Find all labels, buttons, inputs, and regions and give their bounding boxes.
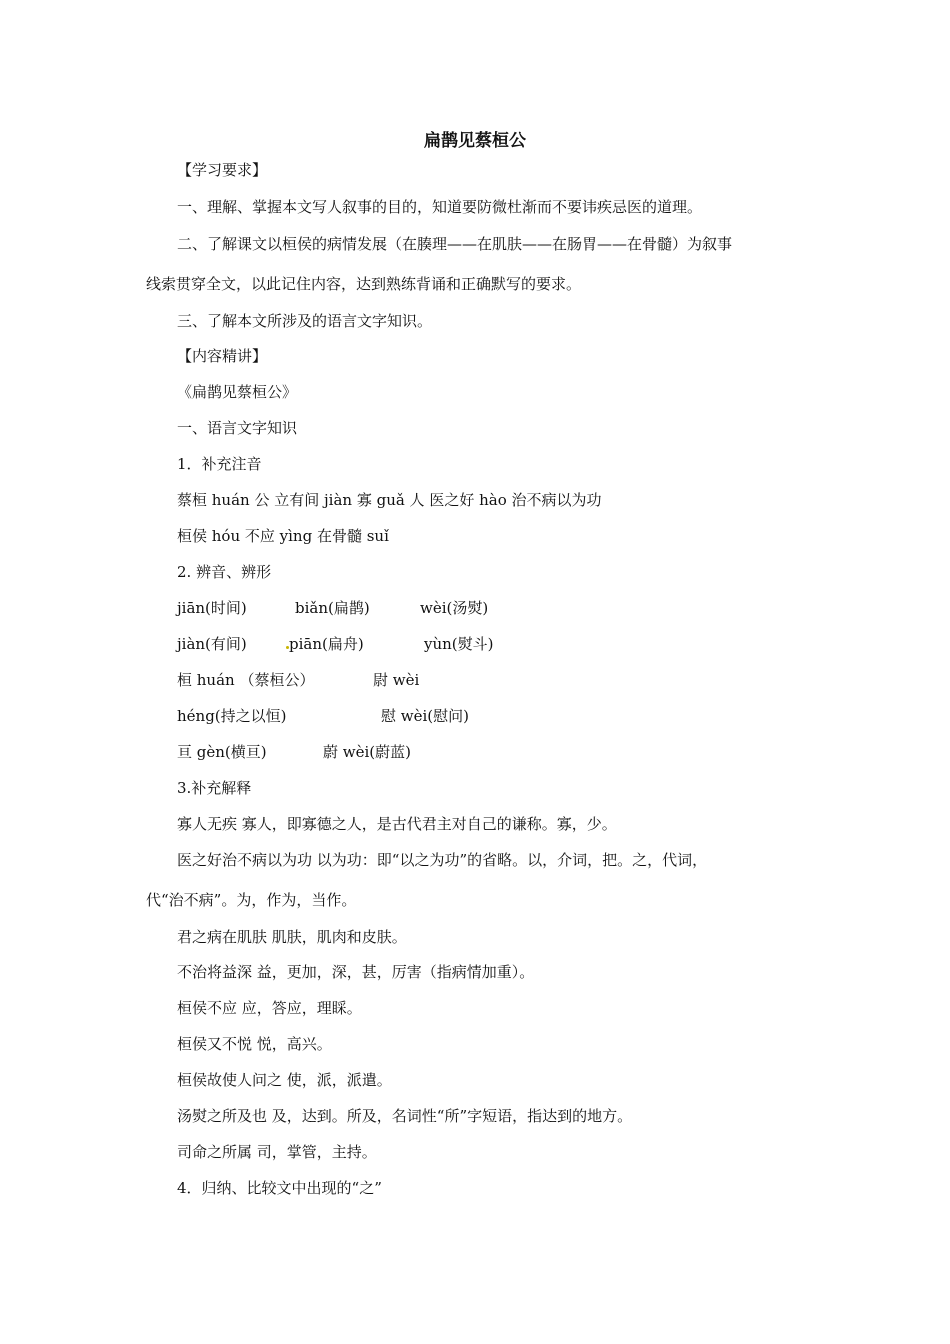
pronunciation-line-2: 桓侯 hóu 不应 yìng 在骨髓 suǐ: [177, 527, 389, 545]
text-title: 《扁鹊见蔡桓公》: [177, 383, 298, 401]
document-title: 扁鹊见蔡桓公: [424, 131, 526, 151]
explanation-3: 君之病在肌肤 肌肤，肌肉和皮肤。: [177, 928, 407, 946]
distinguish-cell: 慰 wèi(慰问): [381, 707, 469, 725]
explanation-8: 汤熨之所及也 及，达到。所及，名词性“所”字短语，指达到的地方。: [177, 1107, 633, 1125]
item-compare-zhi: 4．归纳、比较文中出现的“之”: [177, 1179, 382, 1197]
requirement-2-line-2: 线索贯穿全文，以此记住内容，达到熟练背诵和正确默写的要求。: [146, 275, 582, 293]
stray-dot-mark: [286, 646, 289, 649]
distinguish-cell: 桓 huán （蔡桓公）: [177, 671, 315, 689]
distinguish-row-2: [177, 634, 494, 654]
distinguish-cell: héng(持之以恒): [177, 707, 287, 725]
distinguish-cell: 尉 wèi: [373, 671, 420, 689]
explanation-2-line-2: 代“治不病”。为，作为，当作。: [146, 891, 357, 909]
distinguish-row-3: [177, 670, 419, 690]
item-explanation: 3.补充解释: [177, 779, 252, 797]
section-heading-requirements: 【学习要求】: [177, 161, 268, 179]
requirement-2-line-1: 二、了解课文以桓侯的病情发展（在腠理——在肌肤——在肠胃——在骨髓）为叙事: [177, 235, 733, 253]
subsection-language: 一、语言文字知识: [177, 419, 298, 437]
section-heading-content: 【内容精讲】: [177, 347, 268, 365]
distinguish-cell: piān(扁舟): [289, 635, 364, 653]
distinguish-row-4: [177, 706, 469, 726]
item-distinguish: 2. 辨音、辨形: [177, 563, 272, 581]
distinguish-cell: 蔚 wèi(蔚蓝): [323, 743, 411, 761]
distinguish-cell: wèi(汤熨): [420, 599, 489, 617]
explanation-1: 寡人无疾 寡人，即寡德之人，是古代君主对自己的谦称。寡，少。: [177, 815, 617, 833]
explanation-5: 桓侯不应 应，答应，理睬。: [177, 999, 362, 1017]
requirement-3: 三、了解本文所涉及的语言文字知识。: [177, 312, 433, 330]
distinguish-cell: yùn(熨斗): [424, 635, 494, 653]
distinguish-cell: jiān(时间): [177, 599, 247, 617]
explanation-4: 不治将益深 益，更加，深，甚，厉害（指病情加重）。: [177, 963, 535, 981]
pronunciation-line-1: 蔡桓 huán 公 立有间 jiàn 寡 guǎ 人 医之好 hào 治不病以为功: [177, 491, 602, 509]
explanation-6: 桓侯又不悦 悦，高兴。: [177, 1035, 332, 1053]
requirement-1: 一、理解、掌握本文写人叙事的目的，知道要防微杜渐而不要讳疾忌医的道理。: [177, 198, 703, 216]
distinguish-row-1: [177, 598, 488, 618]
distinguish-cell: 亘 gèn(横亘): [177, 743, 267, 761]
explanation-2-line-1: 医之好治不病以为功 以为功：即“以之为功”的省略。以，介词，把。之，代词，: [177, 851, 708, 869]
item-pronunciation: 1．补充注音: [177, 455, 262, 473]
distinguish-row-5: [177, 742, 411, 762]
explanation-7: 桓侯故使人问之 使，派，派遣。: [177, 1071, 392, 1089]
distinguish-cell: biǎn(扁鹊): [295, 599, 370, 617]
explanation-9: 司命之所属 司，掌管，主持。: [177, 1143, 377, 1161]
distinguish-cell: jiàn(有间): [177, 635, 247, 653]
